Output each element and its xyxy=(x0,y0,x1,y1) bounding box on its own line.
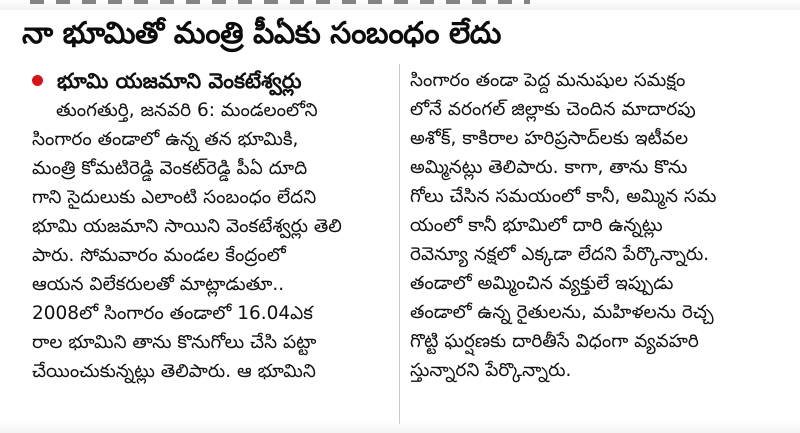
body-line: రాల భూమిని తాను కొనుగోలు చేసి పట్టా xyxy=(32,332,317,353)
left-column xyxy=(32,66,420,386)
cropped-previous-line xyxy=(0,0,800,10)
headline: నా భూమితో మంత్రి పీఏకు సంబంధం లేదు xyxy=(22,16,501,51)
bullet-icon xyxy=(32,75,43,86)
body-line: భూమి యజమాని సాయిని వెంకటేశ్వర్లు తెలి xyxy=(32,216,342,237)
body-line: తండాలో ఉన్న రైతులను, మహిళలను రెచ్చ xyxy=(410,302,714,323)
body-line: స్తున్నారని పేర్కొన్నారు. xyxy=(410,360,572,381)
right-column xyxy=(410,66,795,385)
body-line: యంలో కానీ భూమిలో దారి ఉన్నట్లు xyxy=(410,215,663,236)
body-line: గోలు చేసిన సమయంలో కానీ, అమ్మిన సమ xyxy=(410,186,717,207)
body-line: రెవెన్యూ నక్షలో ఎక్కడా లేదని పేర్కొన్నారు. xyxy=(410,244,710,265)
cropped-next-line xyxy=(0,421,800,433)
body-line: ఆయన విలేకరులతో మాట్లాడుతూ.. xyxy=(32,274,285,295)
body-line: చేయించుకున్నట్లు తెలిపారు. ఆ భూమిని xyxy=(32,361,316,382)
body-line: తుంగతుర్తి, జనవరి 6: మండలంలోని xyxy=(56,100,318,121)
body-line: గాని సైదులుకు ఎలాంటి సంబంధం లేదని xyxy=(32,187,317,208)
body-line: పారు. సోమవారం మండల కేంద్రంలో xyxy=(32,245,286,266)
body-line: లోనే వరంగల్ జిల్లాకు చెందిన మాదారపు xyxy=(410,99,696,120)
byline-text: భూమి యజమాని వెంకటేశ్వర్లు xyxy=(57,69,302,93)
body-line: మంత్రి కోమటిరెడ్డి వెంకట్‌రెడ్డి పీఏ దూది xyxy=(32,158,308,179)
column-divider xyxy=(399,64,400,424)
body-line: అశోక్, కాకిరాల హరిప్రసాద్‌లకు ఇటీవల xyxy=(410,128,689,149)
body-line: సింగారం తండాలో ఉన్న తన భూమికి, xyxy=(32,129,299,150)
body-line: అమ్మినట్లు తెలిపారు. కాగా, తాను కొను xyxy=(410,157,688,178)
body-line: 2008లో సింగారం తండాలో 16.04ఎక xyxy=(32,303,313,324)
body-line: గొట్టి ఘర్షణకు దారితీసే విధంగా వ్యవహరి xyxy=(410,331,699,352)
byline xyxy=(32,66,420,96)
body-line: సింగారం తండా పెద్ద మనుషుల సమక్షం xyxy=(410,70,686,91)
body-line: తండాలో అమ్మించిన వ్యక్తులే ఇప్పుడు xyxy=(410,273,674,294)
